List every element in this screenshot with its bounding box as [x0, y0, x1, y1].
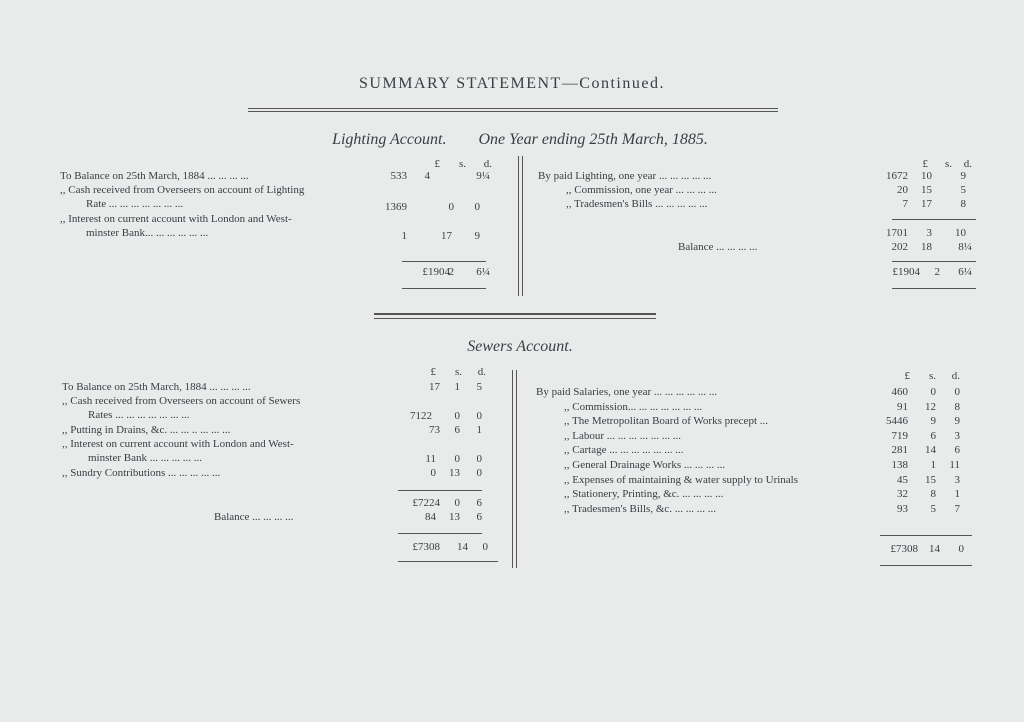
sewers-debit-pence: 5: [476, 381, 482, 393]
lighting-period: One Year ending 25th March, 1885.: [478, 131, 708, 148]
sewers-balance-label: Balance ... ... ... ...: [214, 511, 294, 523]
sewers-credit-pence-header: d.: [951, 370, 960, 382]
lighting-account-title: Lighting Account.: [332, 131, 447, 148]
lighting-credit-shillings: 17: [921, 198, 932, 210]
lighting-credit-total-pence: 6¼: [958, 266, 972, 278]
lighting-credit-label: By paid Lighting, one year ... ... ... ... ...: [538, 170, 712, 182]
sewers-credit-pounds: 5446: [886, 415, 908, 427]
lighting-credit-total-shillings: 2: [934, 266, 940, 278]
sewers-credit-shillings: 12: [925, 401, 936, 413]
lighting-credit-subtotal-pence: 10: [955, 227, 966, 239]
sewers-credit-pounds: 460: [891, 386, 908, 398]
lighting-credit-pounds: 20: [897, 184, 908, 196]
section-separator-2: [374, 318, 656, 319]
sewers-column-divider: [512, 370, 513, 568]
lighting-credit-pence-header: d.: [963, 158, 972, 170]
sewers-debit-pounds: 0: [430, 467, 436, 479]
lighting-credit-total-rule-top: [892, 261, 976, 262]
sewers-credit-shillings: 8: [930, 488, 936, 500]
sewers-debit-shillings: 13: [449, 467, 460, 479]
lighting-credit-subtotal-shillings: 3: [926, 227, 932, 239]
sewers-debit-label-cont: minster Bank ... ... ... ... ...: [88, 452, 202, 464]
sewers-debit-label: To Balance on 25th March, 1884 ... ... ... ...: [62, 381, 251, 393]
lighting-debit-label: ,, Cash received from Overseers on account of Lighting: [60, 184, 305, 196]
sewers-credit-total-rule: [880, 565, 972, 566]
sewers-debit-label: ,, Sundry Contributions ... ... ... ... ...: [62, 467, 221, 479]
sewers-debit-total-pence: 0: [482, 541, 488, 553]
sewers-credit-label: By paid Salaries, one year ... ... ... ... ... ...: [536, 386, 718, 398]
lighting-debit-pence-header: d.: [483, 158, 492, 170]
sewers-debit-shilling-header: s.: [454, 366, 462, 378]
lighting-column-divider: [518, 156, 519, 296]
lighting-credit-shilling-header: s.: [944, 158, 952, 170]
lighting-credit-label: ,, Tradesmen's Bills ... ... ... ... ...: [566, 198, 708, 210]
sewers-debit-pence-header: d.: [477, 366, 486, 378]
sewers-account-title: Sewers Account.: [467, 338, 573, 355]
sewers-debit-shillings: 0: [454, 453, 460, 465]
lighting-credit-pence: 9: [960, 170, 966, 182]
lighting-credit-pounds: 1672: [886, 170, 908, 182]
title-rule-2: [248, 111, 778, 112]
sewers-credit-pounds: 91: [897, 401, 908, 413]
sewers-credit-pounds: 93: [897, 503, 908, 515]
sewers-credit-total-pounds: £7308: [890, 543, 918, 555]
sewers-credit-shillings: 5: [930, 503, 936, 515]
sewers-debit-pence: 0: [476, 453, 482, 465]
sewers-debit-label: ,, Interest on current account with London and West-: [62, 438, 294, 450]
sewers-debit-rule: [398, 490, 482, 491]
sewers-credit-total-pence: 0: [958, 543, 964, 555]
lighting-balance-label: Balance ... ... ... ...: [678, 241, 758, 253]
sewers-debit-pounds: 17: [429, 381, 440, 393]
sewers-heading: [0, 338, 1024, 356]
sewers-credit-shilling-header: s.: [928, 370, 936, 382]
sewers-column-divider-2: [516, 370, 517, 568]
lighting-column-divider-2: [522, 156, 523, 296]
sewers-credit-label: ,, Stationery, Printing, &c. ... ... ... ...: [564, 488, 724, 500]
lighting-debit-total-rule: [402, 288, 486, 289]
lighting-heading: [0, 131, 1024, 149]
lighting-debit-label: To Balance on 25th March, 1884 ... ... ... ...: [60, 170, 249, 182]
lighting-debit-label-cont: Rate ... ... ... ... ... ... ...: [86, 198, 184, 210]
sewers-credit-label: ,, General Drainage Works ... ... ... ...: [564, 459, 726, 471]
lighting-debit-total-pounds: £1904: [422, 266, 450, 278]
sewers-credit-shillings: 1: [930, 459, 936, 471]
sewers-debit-shillings: 6: [454, 424, 460, 436]
lighting-debit-rule: [402, 261, 486, 262]
sewers-debit-total-shillings: 14: [457, 541, 468, 553]
lighting-debit-pence: 9: [474, 230, 480, 242]
sewers-debit-subtotal-pounds: £7224: [412, 497, 440, 509]
sewers-debit-label: ,, Cash received from Overseers on account of Sewers: [62, 395, 301, 407]
sewers-credit-pence: 3: [954, 430, 960, 442]
title-rule: [248, 108, 778, 109]
lighting-debit-label-cont: minster Bank... ... ... ... ... ...: [86, 227, 209, 239]
sewers-debit-shillings: 1: [454, 381, 460, 393]
lighting-debit-pound-header: £: [434, 158, 440, 170]
sewers-balance-pounds: 84: [425, 511, 436, 523]
sewers-credit-pounds: 138: [891, 459, 908, 471]
sewers-debit-pounds: 73: [429, 424, 440, 436]
sewers-credit-shillings: 0: [930, 386, 936, 398]
page-title: SUMMARY STATEMENT—Continued.: [359, 75, 665, 92]
sewers-credit-pounds: 281: [891, 444, 908, 456]
sewers-credit-pence: 1: [954, 488, 960, 500]
lighting-credit-pound-header: £: [922, 158, 928, 170]
sewers-credit-pence: 0: [954, 386, 960, 398]
sewers-credit-pence: 3: [954, 474, 960, 486]
sewers-debit-label-cont: Rates ... ... ... ... ... ... ...: [88, 409, 190, 421]
lighting-balance-pounds: 202: [891, 241, 908, 253]
lighting-credit-subtotal-pounds: 1701: [886, 227, 908, 239]
lighting-debit-shillings: 4: [424, 170, 430, 182]
sewers-credit-pence: 7: [954, 503, 960, 515]
sewers-credit-label: ,, Cartage ... ... ... ... ... ... ...: [564, 444, 684, 456]
sewers-debit-pounds: 7122: [410, 410, 432, 422]
sewers-credit-pounds: 45: [897, 474, 908, 486]
lighting-debit-pounds: 1369: [385, 201, 407, 213]
sewers-debit-shillings: 0: [454, 410, 460, 422]
sewers-debit-subtotal-pence: 6: [476, 497, 482, 509]
sewers-debit-total-pounds: £7308: [412, 541, 440, 553]
lighting-credit-shillings: 15: [921, 184, 932, 196]
lighting-debit-label: ,, Interest on current account with London and West-: [60, 213, 292, 225]
sewers-debit-pence: 1: [476, 424, 482, 436]
sewers-credit-pence: 11: [949, 459, 960, 471]
sewers-credit-label: ,, Commission... ... ... ... ... ... ...: [564, 401, 703, 413]
lighting-debit-shilling-header: s.: [458, 158, 466, 170]
sewers-credit-pence: 8: [954, 401, 960, 413]
sewers-credit-pounds: 719: [891, 430, 908, 442]
lighting-credit-pounds: 7: [902, 198, 908, 210]
sewers-credit-pence: 9: [954, 415, 960, 427]
sewers-debit-subtotal-shillings: 0: [454, 497, 460, 509]
sewers-credit-label: ,, Tradesmen's Bills, &c. ... ... ... ...: [564, 503, 717, 515]
lighting-debit-total-pence: 6¼: [476, 266, 490, 278]
lighting-debit-shillings: 17: [441, 230, 452, 242]
lighting-debit-pounds: 533: [390, 170, 407, 182]
sewers-debit-pound-header: £: [430, 366, 436, 378]
sewers-credit-shillings: 14: [925, 444, 936, 456]
sewers-credit-shillings: 6: [930, 430, 936, 442]
sewers-debit-label: ,, Putting in Drains, &c. ... ... .. ... ... ...: [62, 424, 231, 436]
lighting-balance-shillings: 18: [921, 241, 932, 253]
sewers-debit-pence: 0: [476, 467, 482, 479]
lighting-balance-pence: 8¼: [958, 241, 972, 253]
sewers-debit-pounds: 11: [425, 453, 436, 465]
sewers-debit-pence: 0: [476, 410, 482, 422]
sewers-balance-shillings: 13: [449, 511, 460, 523]
sewers-credit-pounds: 32: [897, 488, 908, 500]
lighting-credit-pence: 5: [960, 184, 966, 196]
lighting-debit-total-shillings: 2: [448, 266, 454, 278]
lighting-credit-shillings: 10: [921, 170, 932, 182]
lighting-debit-shillings: 0: [448, 201, 454, 213]
lighting-credit-label: ,, Commission, one year ... ... ... ...: [566, 184, 717, 196]
sewers-credit-label: ,, Labour ... ... ... ... ... ... ...: [564, 430, 682, 442]
sewers-credit-total-shillings: 14: [929, 543, 940, 555]
sewers-credit-total-rule-top: [880, 535, 972, 536]
section-separator: [374, 313, 656, 315]
sewers-credit-pound-header: £: [904, 370, 910, 382]
lighting-debit-pence: 0: [474, 201, 480, 213]
sewers-credit-shillings: 9: [930, 415, 936, 427]
sewers-credit-pence: 6: [954, 444, 960, 456]
sewers-credit-label: ,, Expenses of maintaining & water supply to Urinals: [564, 474, 799, 486]
sewers-credit-shillings: 15: [925, 474, 936, 486]
sewers-balance-pence: 6: [476, 511, 482, 523]
sewers-debit-total-rule-top: [398, 533, 482, 534]
lighting-credit-total-rule: [892, 288, 976, 289]
lighting-credit-rule: [892, 219, 976, 220]
lighting-debit-pounds: 1: [401, 230, 407, 242]
sewers-debit-total-rule: [398, 561, 498, 562]
lighting-debit-pence: 9¼: [476, 170, 490, 182]
sewers-credit-label: ,, The Metropolitan Board of Works precept ...: [564, 415, 768, 427]
lighting-credit-total-pounds: £1904: [892, 266, 920, 278]
lighting-credit-pence: 8: [960, 198, 966, 210]
